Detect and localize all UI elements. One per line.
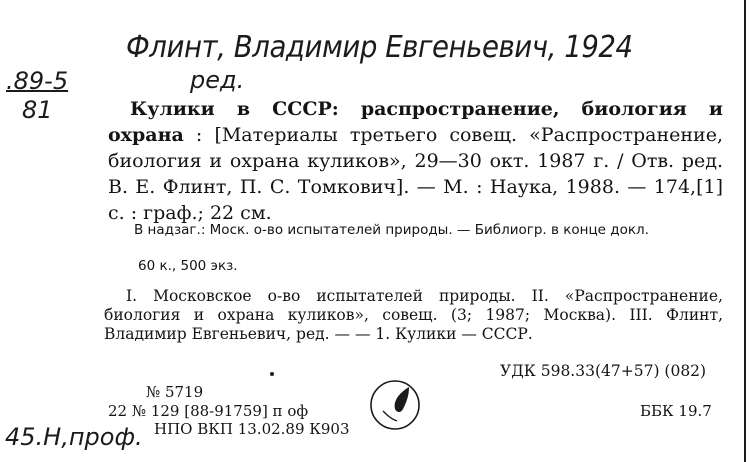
printer-line: НПО ВКП 13.02.89 К903 bbox=[154, 420, 350, 438]
notes-text: В надзаг.: Моск. о-во испытателей природы. — Библиогр. в конце докл. bbox=[134, 222, 649, 238]
bbk-code: ББК 19.7 bbox=[640, 402, 712, 420]
publisher-stamp-icon bbox=[369, 379, 421, 431]
bibliographic-description bbox=[108, 96, 723, 226]
handwritten-role: ред. bbox=[190, 66, 245, 94]
record-notes bbox=[112, 221, 724, 239]
record-title: Кулики в СССР: распространение, биология и охрана bbox=[108, 98, 723, 146]
print-run-line: 22 № 129 [88-91759] п оф bbox=[108, 402, 309, 420]
copies-count: 60 к., 500 экз. bbox=[138, 258, 238, 274]
handwritten-bottom-note: 45.Н,проф. bbox=[5, 423, 143, 451]
record-body: : [Материалы третьего совещ. «Распространение, биология и охрана куликов», 29—30 окт. 1987 г. / Отв. ред. В. Е. Флинт, П. С. Томкович]. — М. : Наука, 1988. — 174,[1] с. : граф.; 22 см. bbox=[108, 124, 723, 224]
tracing-block bbox=[104, 287, 723, 344]
call-number-top: .89-5 bbox=[6, 67, 69, 95]
udc-code: УДК 598.33(47+57) (082) bbox=[500, 362, 707, 380]
order-number: № 5719 bbox=[146, 383, 204, 401]
ink-dot bbox=[270, 372, 274, 376]
call-number-bottom: 81 bbox=[22, 96, 53, 124]
card-edge bbox=[744, 0, 746, 462]
tracing-text: I. Московское о-во испытателей природы. II. «Распространение, биология и охрана куликов», совещ. (3; 1987; Москва). III. Флинт, Владимир Евгеньевич, ред. — — 1. Кулики — СССР. bbox=[104, 287, 723, 343]
handwritten-author: Флинт, Владимир Евгеньевич, 1924 bbox=[126, 30, 633, 65]
